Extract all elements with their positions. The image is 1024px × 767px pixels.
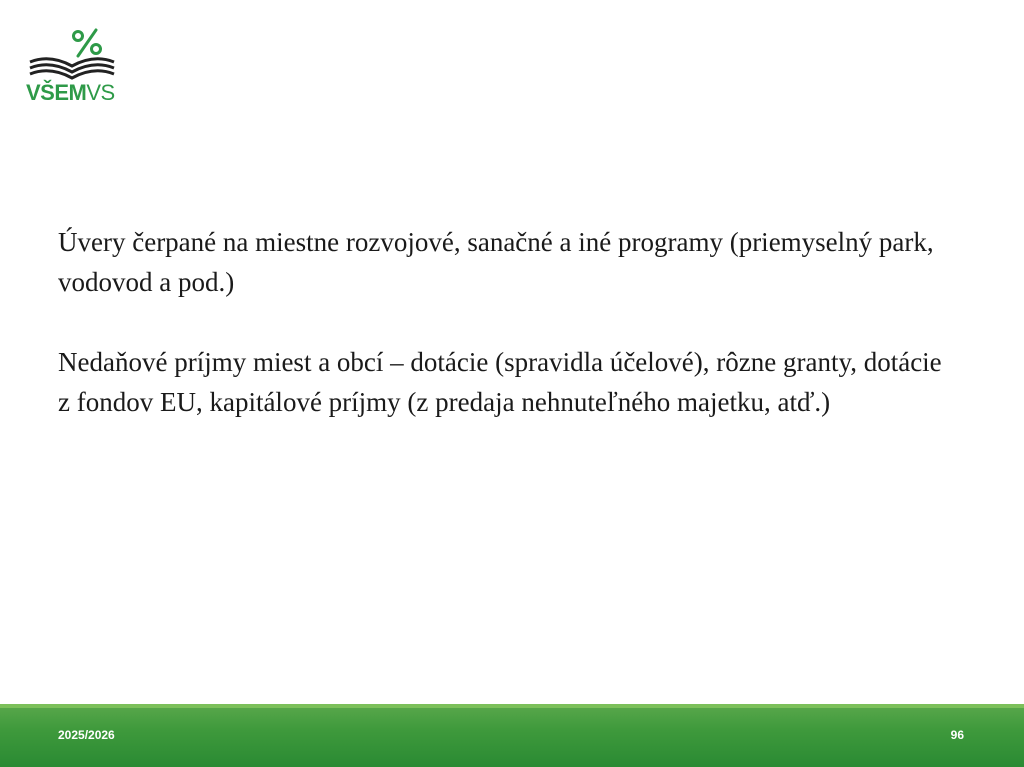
percent-book-icon [26, 26, 122, 80]
paragraph-loans: Úvery čerpané na miestne rozvojové, sanačné a iné programy (priemyselný park, vodovod a pod.) [58, 227, 934, 297]
slide-content [58, 222, 958, 422]
footer-year: 2025/2026 [58, 728, 115, 742]
logo-text [26, 80, 115, 106]
paragraph-non-tax-income: Nedaňové príjmy miest a obcí – dotácie (spravidla účelové), rôzne granty, dotácie z fondov EU, kapitálové príjmy (z predaja nehnuteľného majetku, atď.) [58, 347, 942, 417]
footer-bar [0, 704, 1024, 767]
logo-brand-bold: VŠEM [26, 80, 87, 105]
footer-page-number: 96 [950, 728, 964, 742]
logo-brand-light: VS [86, 80, 115, 105]
footer-stripe [0, 704, 1024, 708]
logo [26, 26, 122, 108]
